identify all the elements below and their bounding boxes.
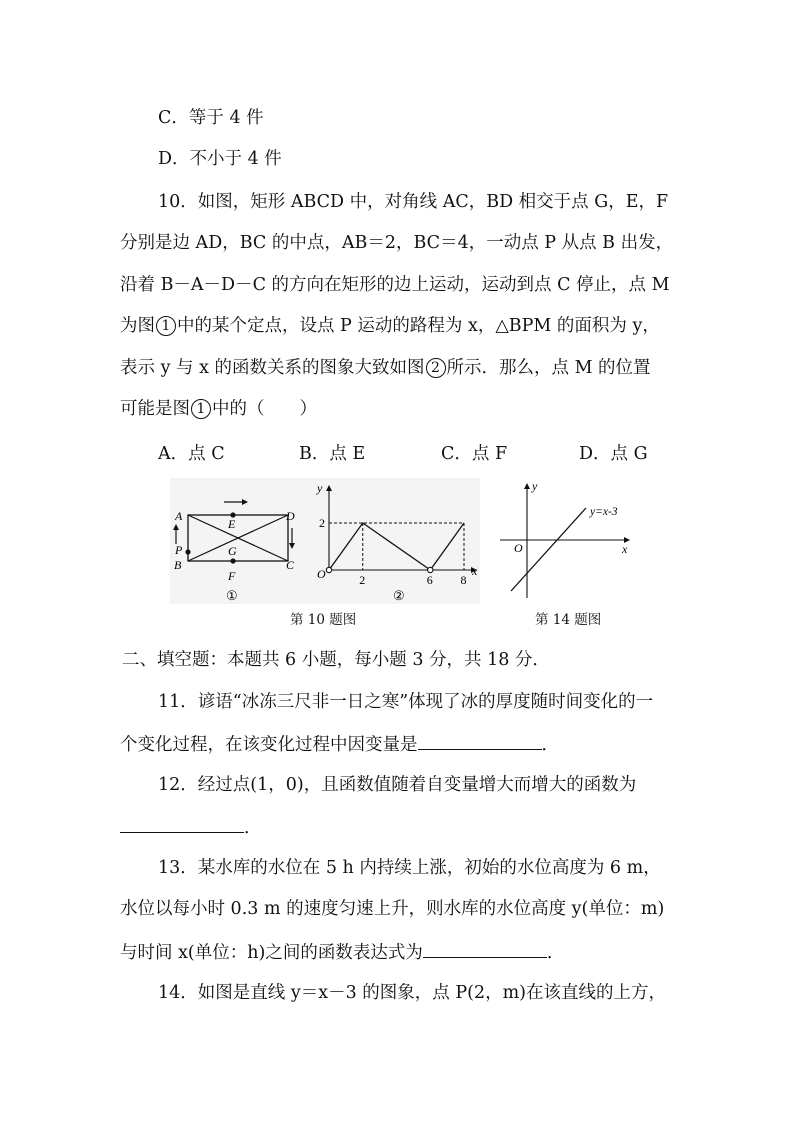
option-c-q9: C．等于 4 件	[158, 108, 264, 128]
q10-line-5	[120, 356, 651, 380]
label-b: B	[174, 558, 182, 572]
x-axis-label: x	[622, 542, 628, 556]
label-p: P	[175, 543, 183, 557]
y-axis-label: y	[532, 479, 538, 493]
open-point	[326, 567, 331, 572]
option-d: D．点 G	[579, 444, 648, 464]
arrow-right-head-icon	[242, 499, 248, 505]
figure-10-caption: 第 10 题图	[290, 612, 357, 628]
q11-line-2	[120, 731, 559, 757]
origin-label: O	[514, 541, 523, 555]
option-c: C．点 F	[441, 444, 508, 464]
y-axis-arrow-icon	[326, 485, 332, 491]
option-a: A．点 C	[158, 444, 225, 464]
label-a: A	[175, 509, 183, 523]
figure-10-rectangle	[170, 478, 310, 604]
y-axis-label: y	[317, 481, 323, 495]
q10-text: 为图	[120, 316, 155, 336]
x-tick-label: 8	[460, 573, 467, 587]
sub-figure-one: ①	[226, 588, 238, 603]
arrow-down-head-icon	[289, 543, 295, 549]
series-line	[329, 523, 464, 570]
q10-line-2: 分别是边 AD，BC 的中点，AB＝2，BC＝4，一动点 P 从点 B 出发，	[120, 233, 674, 253]
q13-period: ．	[546, 943, 565, 963]
label-d: D	[286, 509, 295, 523]
q13-line-3	[120, 939, 564, 965]
q12-line-1: 12．经过点(1，0)，且函数值随着自变量增大而增大的函数为	[158, 775, 637, 795]
point-p	[185, 549, 190, 554]
origin-label: O	[317, 567, 326, 581]
q10-line-1: 10．如图，矩形 ABCD 中，对角线 AC，BD 相交于点 G，E，F	[158, 192, 669, 212]
label-c: C	[286, 558, 295, 572]
q10-line-3: 沿着 B－A－D－C 的方向在矩形的边上运动，运动到点 C 停止，点 M	[120, 275, 670, 295]
circled-one: 1	[191, 399, 211, 419]
figure-10-graph	[312, 478, 480, 604]
label-f: F	[228, 569, 236, 583]
option-b: B．点 E	[299, 444, 366, 464]
q11-period: ．	[541, 735, 559, 755]
point-f	[230, 558, 235, 563]
equation-label: y=x-3	[590, 506, 618, 518]
q13-text: 与时间 x(单位：h)之间的函数表达式为	[120, 943, 423, 963]
q10-text: 中的某个定点，设点 P 运动的路程为 x，	[177, 316, 496, 336]
q10-text: 可能是图	[120, 399, 190, 419]
figure-14-caption: 第 14 题图	[535, 612, 602, 628]
y-axis-arrow-icon	[524, 483, 530, 489]
q10-text: △BPM 的面积为 y，	[495, 316, 660, 336]
arrow-up-head-icon	[173, 524, 179, 530]
answer-blank[interactable]	[418, 731, 542, 750]
q12-period: ．	[244, 818, 262, 838]
q10-line-4	[120, 314, 660, 338]
q10-text: 所示．那么，点 M 的位置	[446, 358, 651, 378]
x-tick-label: 2	[359, 573, 366, 587]
q13-line-1: 13．某水库的水位在 5 h 内持续上涨，初始的水位高度为 6 m，	[158, 858, 661, 878]
answer-blank[interactable]	[423, 939, 547, 958]
q13-line-2: 水位以每小时 0.3 m 的速度匀速上升，则水库的水位高度 y(单位：m)	[120, 899, 665, 919]
label-e: E	[228, 517, 236, 531]
option-d-q9: D．不小于 4 件	[158, 149, 282, 169]
x-axis-label: x	[472, 564, 478, 578]
open-point	[428, 567, 433, 572]
q14-line-1: 14．如图是直线 y＝x－3 的图象，点 P(2，m)在该直线的上方，	[158, 983, 667, 1003]
figure-14-graph	[496, 478, 640, 604]
q10-text: 中的（ ）	[212, 399, 317, 419]
q11-line-1: 11．谚语“冰冻三尺非一日之寒”体现了冰的厚度随时间变化的一	[158, 692, 654, 712]
y-tick-label: 2	[319, 516, 325, 530]
circled-one: 1	[156, 316, 176, 336]
x-tick-label: 6	[426, 573, 433, 587]
q12-line-2	[120, 814, 262, 840]
q10-line-6	[120, 397, 317, 421]
q11-text: 个变化过程，在该变化过程中因变量是	[120, 735, 418, 755]
answer-blank[interactable]	[120, 814, 244, 833]
q10-text: 表示 y 与 x 的函数关系的图象大致如图	[120, 358, 425, 378]
sub-figure-two: ②	[393, 588, 405, 603]
section-2-heading: 二、填空题：本题共 6 小题，每小题 3 分，共 18 分．	[122, 650, 550, 670]
circled-two: 2	[426, 358, 446, 378]
label-g: G	[228, 544, 237, 558]
